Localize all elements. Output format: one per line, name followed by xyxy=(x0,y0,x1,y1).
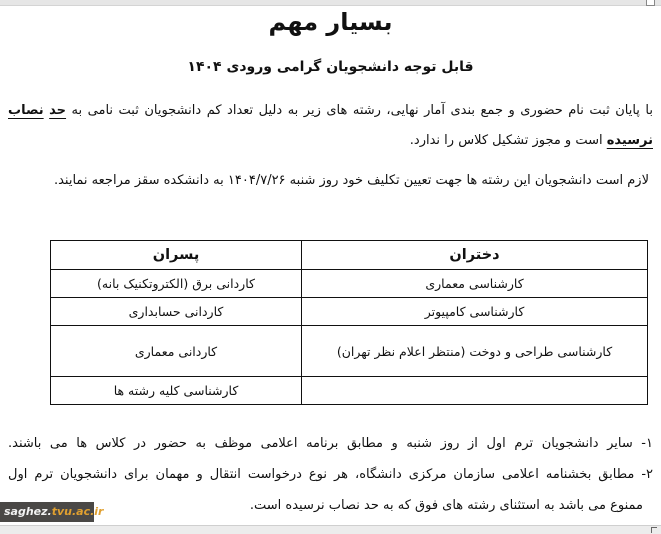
table-cell: کارشناسی طراحی و دوخت (منتظر اعلام نظر تهران) xyxy=(302,326,648,377)
majors-table xyxy=(50,240,648,405)
paragraph-text: است و مجوز تشکیل کلاس را ندارد. xyxy=(409,133,607,148)
watermark-domain-part: saghez. xyxy=(4,505,52,518)
page-subtitle: قابل توجه دانشجویان گرامی ورودی ۱۴۰۴ xyxy=(187,59,474,75)
table-row xyxy=(51,270,648,298)
table-cell: کاردانی برق (الکتروتکنیک بانه) xyxy=(51,270,302,298)
table-cell: کاردانی حسابداری xyxy=(51,298,302,326)
resize-handle-icon[interactable] xyxy=(651,527,657,533)
table-row xyxy=(51,377,648,405)
table-header-row xyxy=(51,241,648,270)
header-boys: پسران xyxy=(51,241,302,270)
table-row xyxy=(51,298,648,326)
header-girls: دختران xyxy=(302,241,648,270)
underlined-emphasis: نصاب نرسیده xyxy=(8,103,653,148)
announcement-paragraph xyxy=(8,96,653,156)
table-cell: کارشناسی معماری xyxy=(302,270,648,298)
instruction-paragraph: لازم است دانشجویان این رشته ها جهت تعیین تکلیف خود روز شنبه ۱۴۰۴/۷/۲۶ به دانشکده سقز مراجعه نمایند. xyxy=(53,173,649,188)
page-title: بسیار مهم xyxy=(268,8,393,36)
table-cell: کاردانی معماری xyxy=(51,326,302,377)
table-cell: کارشناسی کلیه رشته ها xyxy=(51,377,302,405)
table-cell: کارشناسی کامپیوتر xyxy=(302,298,648,326)
paragraph-text: با پایان ثبت نام حضوری و جمع بندی آمار نهایی، رشته های زیر به دلیل تعداد کم دانشجویان ثبت نامی به xyxy=(66,103,653,118)
note-item-continuation: ممنوع می باشد به استثنای رشته های فوق که به حد نصاب نرسیده است. xyxy=(249,498,643,513)
notes-list xyxy=(8,428,653,521)
underlined-emphasis: حد xyxy=(49,103,67,118)
table-row xyxy=(51,326,648,377)
note-item: ۱- سایر دانشجویان ترم اول از روز شنبه و مطابق برنامه اعلامی موظف به حضور در کلاس ها می باشند. xyxy=(8,436,653,451)
table-cell xyxy=(302,377,648,405)
note-item: ۲- مطابق بخشنامه اعلامی سازمان مرکزی دانشگاه، هر نوع درخواست انتقال و مهمان برای دانشجویان ترم اول xyxy=(8,467,653,482)
site-watermark xyxy=(0,502,104,522)
watermark-domain-part: tvu.ac.ir xyxy=(51,505,104,518)
